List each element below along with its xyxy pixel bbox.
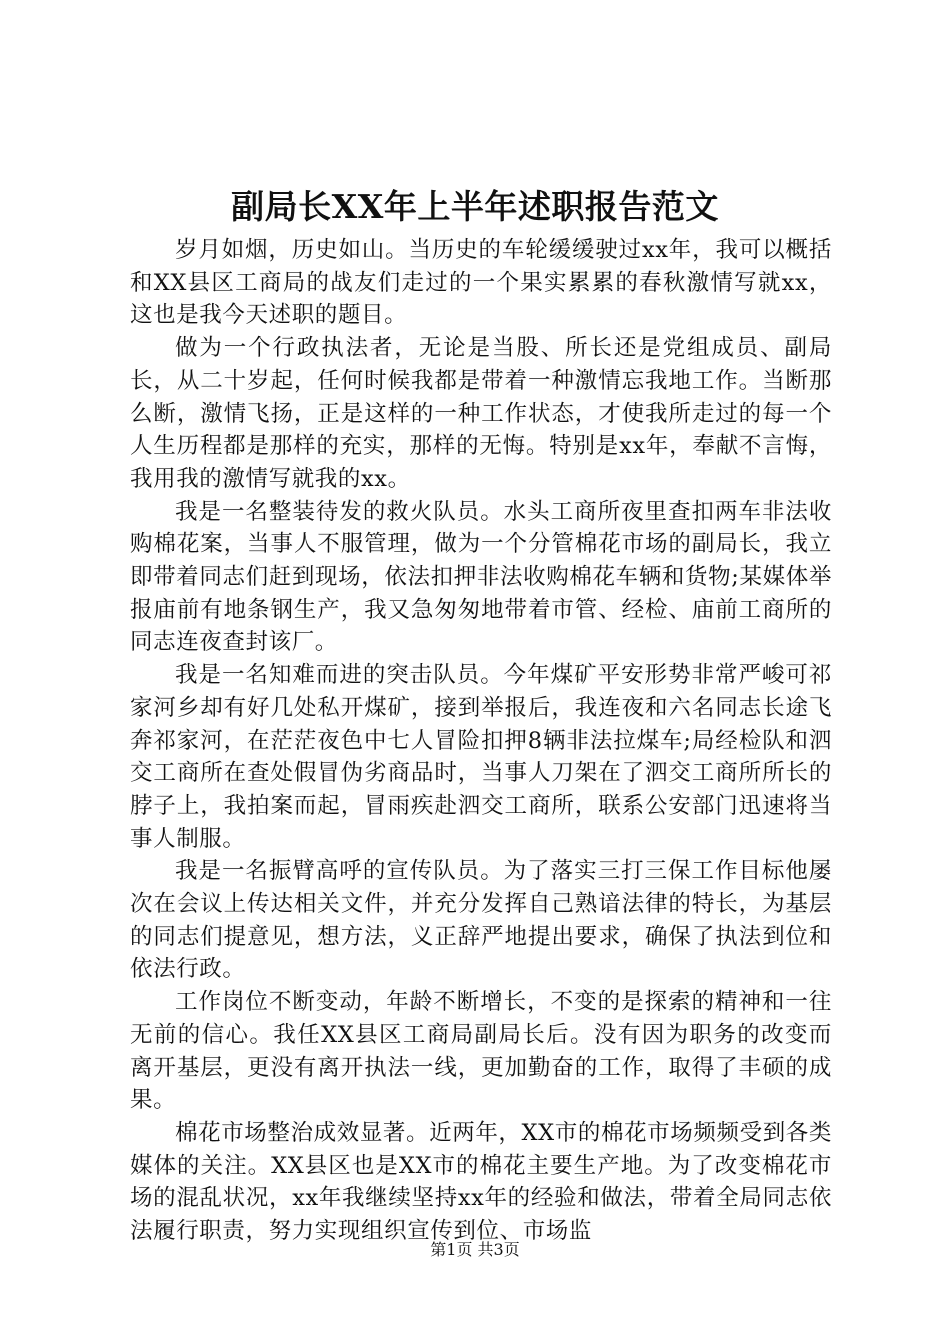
document-body bbox=[130, 234, 832, 1248]
paragraph-6: 工作岗位不断变动，年龄不断增长，不变的是探索的精神和一往无前的信心。我任XX县区工商局副局长后。没有因为职务的改变而离开基层，更没有离开执法一线，更加勤奋的工作，取得了丰硕的成果。 bbox=[130, 989, 832, 1114]
paragraph-7: 棉花市场整治成效显著。近两年，XX市的棉花市场频频受到各类媒体的关注。XX县区也是XX市的棉花主要生产地。为了改变棉花市场的混乱状况，xx年我继续坚持xx年的经验和做法，带着全局同志依法履行职责，努力实现组织宣传到位、市场监 bbox=[130, 1119, 832, 1245]
document-title: 副局长XX年上半年述职报告范文 bbox=[231, 187, 719, 226]
paragraph-2: 做为一个行政执法者，无论是当股、所长还是党组成员、副局长，从二十岁起，任何时候我都是带着一种激情忘我地工作。当断那么断，激情飞扬，正是这样的一种工作状态，才使我所走过的每一个人生历程都是那样的充实，那样的无悔。特别是xx年，奉献不言悔，我用我的激情写就我的xx。 bbox=[130, 335, 832, 492]
paragraph-1: 岁月如烟，历史如山。当历史的车轮缓缓驶过xx年，我可以概括和XX县区工商局的战友们走过的一个果实累累的春秋激情写就xx，这也是我今天述职的题目。 bbox=[130, 237, 832, 329]
paragraph-3: 我是一名整装待发的救火队员。水头工商所夜里查扣两车非法收购棉花案，当事人不服管理，做为一个分管棉花市场的副局长，我立即带着同志们赶到现场，依法扣押非法收购棉花车辆和货物;某媒体举报庙前有地条钢生产，我又急匆匆地带着市管、经检、庙前工商所的同志连夜查封该厂。 bbox=[130, 498, 832, 656]
paragraph-4: 我是一名知难而进的突击队员。今年煤矿平安形势非常严峻可祁家河乡却有好几处私开煤矿，接到举报后，我连夜和六名同志长途飞奔祁家河，在茫茫夜色中七人冒险扣押8辆非法拉煤车;局经检队和泗交工商所在查处假冒伪劣商品时，当事人刀架在了泗交工商所所长的脖子上，我拍案而起，冒雨疾赴泗交工商所，联系公安部门迅速将当事人制服。 bbox=[130, 662, 832, 852]
page-number-footer: 第1页 共3页 bbox=[430, 1240, 520, 1259]
paragraph-5: 我是一名振臂高呼的宣传队员。为了落实三打三保工作目标他屡次在会议上传达相关文件，并充分发挥自己熟谙法律的特长，为基层的同志们提意见，想方法，义正辞严地提出要求，确保了执法到位和依法行政。 bbox=[130, 858, 832, 983]
